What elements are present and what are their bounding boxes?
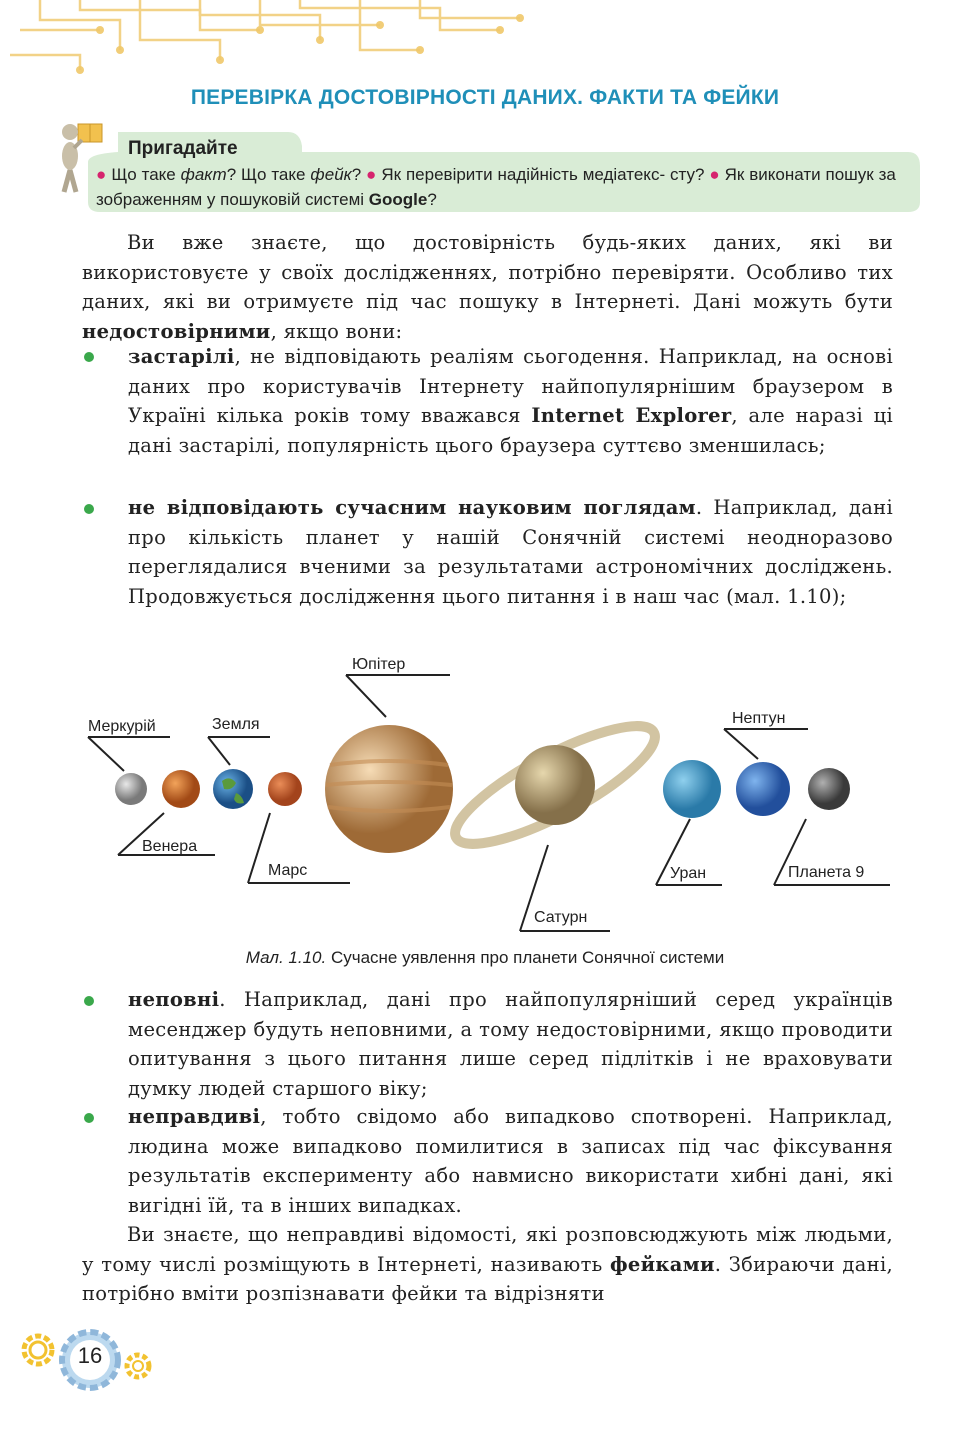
- uranus-label: Уран: [670, 865, 707, 882]
- mercury-planet: [115, 773, 147, 805]
- neptune-label: Нептун: [732, 710, 786, 727]
- remember-box: [88, 132, 920, 212]
- planet9-label: Планета 9: [788, 864, 865, 881]
- saturn-planet: [515, 745, 595, 825]
- bullet-not-scientific: не відповідають сучасним науковим поглядам. Наприклад, дані про кількість планет у нашій Сонячній системі неодноразово переглядалися вченими за результатами астрономічних досліджень. Продовжується дослідження цього питання і в наш час (мал. 1.10);: [128, 496, 894, 608]
- circuit-decoration: [0, 0, 560, 80]
- bullet-outdated: застарілі, не відповідають реаліям сьогодення. Наприклад, на основі даних про користувачів Інтернету найпопулярнішим браузером в Україні кілька років тому вважався Internet Explorer, але наразі ці дані застарілі, популярність цього браузера суттєво зменшилась;: [128, 345, 893, 457]
- solar-system-figure: [0, 645, 970, 935]
- figure-caption: Мал. 1.10. Сучасне уявлення про планети Сонячної системи: [245, 948, 725, 967]
- jupiter-label: Юпітер: [352, 656, 406, 673]
- venus-planet: [162, 770, 200, 808]
- earth-planet: [213, 769, 253, 809]
- planet9-planet: [808, 768, 850, 810]
- bullet-dot: [84, 352, 94, 362]
- mascot-reading-icon: [56, 120, 106, 200]
- closing-paragraph: Ви знаєте, що неправдиві відомості, які розповсюджують між людьми, у тому числі розміщують в Інтернеті, називають фейками. Збираючи дані, потрібно вміти розпізнавати фейки та відрізняти: [82, 1223, 893, 1305]
- remember-questions: ● Що таке факт? Що таке фейк? ● Як перевірити надійність медіатекс- сту? ● Як виконати пошук за зображенням у пошуковій системі Google?: [96, 165, 896, 209]
- remember-title: Пригадайте: [128, 138, 238, 159]
- venus-label: Венера: [142, 838, 198, 855]
- mars-label: Марс: [268, 862, 308, 879]
- bullet-incomplete: неповні. Наприклад, дані про найпопулярніший серед українців месенджер будуть неповними, а тому недостовірними, якщо проводити опитування з цього питання лише серед підлітків і не враховувати думку людей старшого віку;: [128, 988, 893, 1100]
- intro-paragraph: Ви вже знаєте, що достовірність будь-яких даних, які ви використовуєте у своїх дослідженнях, потрібно перевіряти. Особливо тих даних, які ви отримуєте під час пошуку в Інтернеті. Дані можуть бути недостовірними, якщо вони:: [82, 231, 893, 343]
- uranus-planet: [663, 760, 721, 818]
- jupiter-planet: [325, 725, 453, 853]
- page-title: ПЕРЕВІРКА ДОСТОВІРНОСТІ ДАНИХ. ФАКТИ ТА ФЕЙКИ: [190, 86, 780, 109]
- bullet-dot: [84, 504, 94, 514]
- bullet-dot: [84, 1113, 94, 1123]
- saturn-label: Сатурн: [534, 909, 588, 926]
- page-number: 16: [77, 1343, 103, 1368]
- mars-planet: [268, 772, 302, 806]
- neptune-planet: [736, 762, 790, 816]
- mercury-label: Меркурій: [88, 718, 156, 735]
- bullet-dot: [84, 996, 94, 1006]
- bullet-false: неправдиві, тобто свідомо або випадково спотворені. Наприклад, людина може випадково помилитися в записах під час фіксування результатів експерименту або навмисно використати хибні дані, які вигідні їй, та в інших випадках.: [128, 1105, 893, 1217]
- earth-label: Земля: [212, 716, 260, 733]
